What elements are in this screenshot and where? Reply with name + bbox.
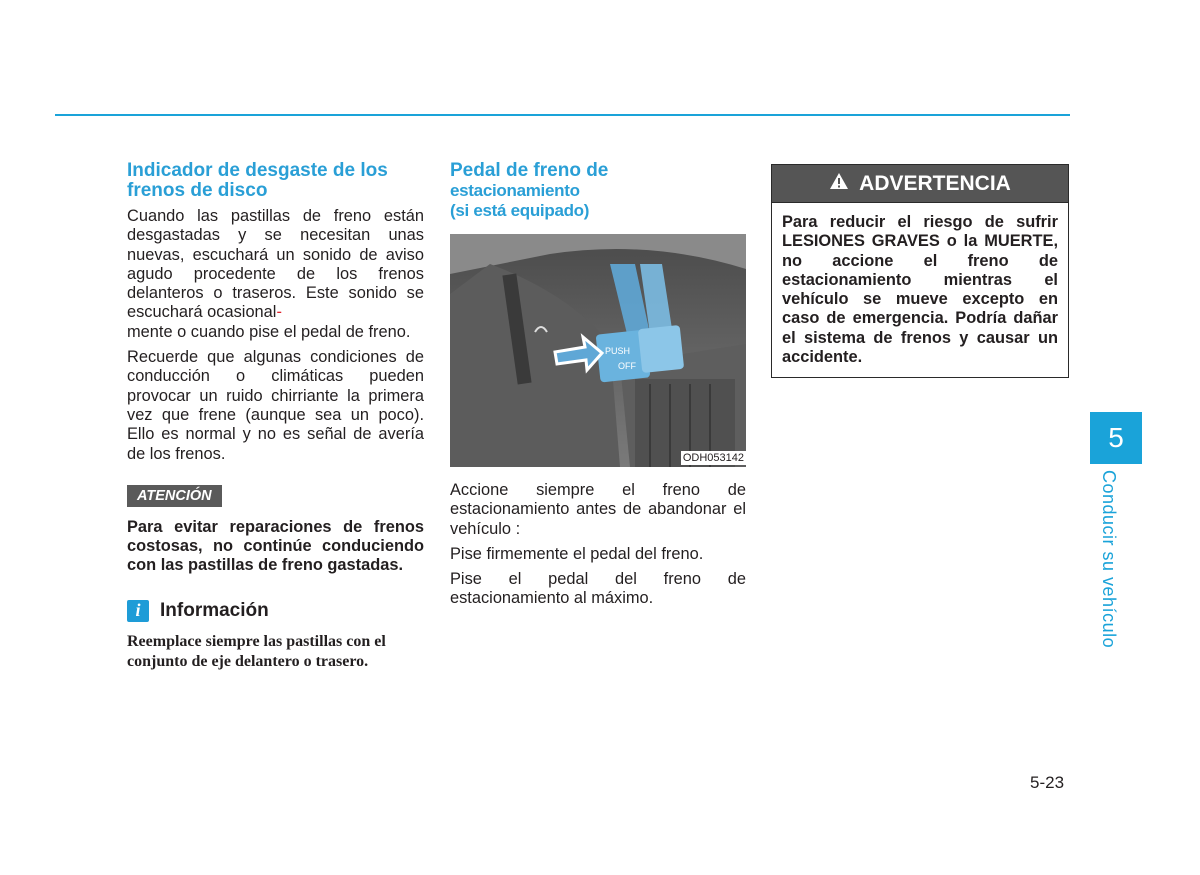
- pedal-label-off: OFF: [618, 361, 636, 371]
- warning-triangle-icon: [829, 172, 849, 196]
- warning-text: Para reducir el riesgo de sufrir LESIONES GRAVES o la MUERTE, no accione el freno de estacionamiento mientras el vehículo se mueve excepto en caso de emergencia. Podría dañar el sistema de frenos y causar un accidente.: [782, 213, 1058, 367]
- info-icon: i: [127, 600, 149, 622]
- section-heading-parking-brake: Pedal de freno de estacionamiento (si está equipado): [450, 160, 609, 220]
- warning-header: [772, 165, 1068, 203]
- warning-box: [771, 164, 1069, 378]
- caution-text: Para evitar reparaciones de frenos costosas, no continúe conduciendo con las pastillas de freno gastadas.: [127, 517, 424, 575]
- info-header: [127, 600, 424, 622]
- section-heading-brake-wear: Indicador de desgaste de los frenos de disco: [127, 160, 388, 201]
- top-rule: [55, 114, 1070, 116]
- pedal-label-push: PUSH: [605, 346, 631, 356]
- column-right: [771, 161, 1069, 378]
- chapter-number-tab: 5: [1090, 412, 1142, 464]
- warning-title: ADVERTENCIA: [859, 171, 1011, 195]
- paragraph-brake-wear-2: Recuerde que algunas condiciones de conducción o climáticas pueden provocar un ruido chirriante la primera vez que frene (aunque sea un poco). Ello es normal y no es señal de avería de los frenos.: [127, 348, 424, 463]
- paragraph-parking-2: Pise firmemente el pedal del freno.: [450, 544, 704, 563]
- column-middle: [450, 161, 746, 609]
- parking-brake-pedal-photo: [450, 234, 746, 467]
- paragraph-brake-wear-1: Cuando las pastillas de freno están desgastadas y se necesitan unas nuevas, escuchará un sonido de aviso agudo procedente de los frenos delanteros o traseros. Este sonido se escuchará ocasional- mente o cuando pise el pedal de freno.: [127, 207, 424, 341]
- info-title: Información: [160, 599, 269, 621]
- chapter-title-vertical: Conducir su vehículo: [1099, 470, 1119, 649]
- column-left: [127, 161, 424, 672]
- image-code: ODH053142: [682, 452, 744, 464]
- info-text: Reemplace siempre las pastillas con el conjunto de eje delantero o trasero.: [127, 632, 386, 670]
- paragraph-parking-1: Accione siempre el freno de estacionamiento antes de abandonar el vehículo :: [450, 481, 746, 538]
- paragraph-parking-3: Pise el pedal del freno de estacionamiento al máximo.: [450, 570, 746, 608]
- caution-badge: ATENCIÓN: [127, 485, 222, 507]
- page-number: 5-23: [1030, 773, 1065, 792]
